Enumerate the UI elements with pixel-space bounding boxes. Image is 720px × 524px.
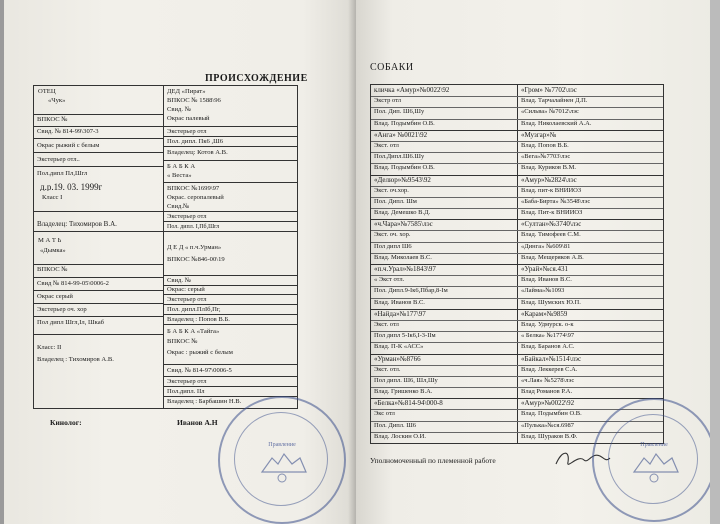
grandmother1-color: Окрас. серопалевый xyxy=(167,194,224,201)
mother-title: М А Т Ь xyxy=(38,237,62,244)
ancestor-left-cell: «Делюр»№9543\92 xyxy=(374,175,431,184)
ancestors-row-line xyxy=(371,230,663,231)
pedigree-table xyxy=(33,85,298,409)
ancestor-left-cell: «Анга» №0021\92 xyxy=(374,130,428,139)
ancestor-right-cell: Влад. Мещеряков А.В. xyxy=(521,253,584,261)
mother-owner: Владелец : Тихомиров А.В. xyxy=(37,356,114,363)
ancestor-left-cell: «п.ч.Урал»№1843\97 xyxy=(374,265,436,273)
grandmother1-diploma: Пол. дипл. I,Пб,Шгл xyxy=(167,224,220,230)
grandfather2-svid: Свид. № xyxy=(167,277,191,284)
ancestor-left-cell: Пол. Дипл. Ш6 xyxy=(374,421,417,429)
ancestor-right-cell: Влад. Шумских Ю.П. xyxy=(521,298,581,306)
right-page xyxy=(356,0,720,524)
ancestor-left-cell: Пол дипл Ш6 xyxy=(374,242,412,250)
grandmother1-svid: Свид.№ xyxy=(167,203,190,210)
mother-vkpos: ВПКОС № xyxy=(37,266,68,273)
ancestor-left-cell: Экст. отл xyxy=(374,141,399,149)
ancestor-right-cell: «Динга» №609\81 xyxy=(521,242,571,250)
ancestor-left-cell: Пол.Дипл.Ш6.Шу xyxy=(374,153,425,161)
grandmother2-color: Окрас : рыжий с белым xyxy=(167,349,233,356)
father-svid: Свид. № 814-99\307-3 xyxy=(37,128,99,135)
ancestor-right-cell: Влад. Подымбин О.В. xyxy=(521,410,582,418)
kinolog-label: Кинолог: xyxy=(50,418,82,427)
ancestor-right-cell: «Байкал»№1514\лэс xyxy=(521,354,582,363)
ancestor-left-cell: Пол дипл. Ш6, Шл,Шу xyxy=(374,376,438,384)
grandfather1-exterior: Экстерьер отл xyxy=(167,128,207,135)
grandfather1-vkpos: ВПКОС № 1588\96 xyxy=(167,97,221,104)
ancestor-left-cell: Влад. Гришенко В.А. xyxy=(374,388,433,396)
ancestor-right-cell: Влад. Куриков В.М. xyxy=(521,164,576,172)
grandmother1-exterior: Экстерьер отл xyxy=(167,213,207,220)
ancestor-right-cell: Влад. Тарчалайнен Д.П. xyxy=(521,97,588,105)
ancestor-left-cell: «Найда»№177\97 xyxy=(374,309,426,318)
ancestor-left-cell: Пол. Дип. Ш6,Шу xyxy=(374,108,425,116)
ancestor-right-cell: Влад. Попов В.Б. xyxy=(521,141,569,149)
grandmother2-exterior: Экстерьер отл xyxy=(167,378,207,385)
seal-emblem xyxy=(220,398,344,522)
left-page xyxy=(0,0,356,524)
grandmother2-svid: Свид. № 814-97\0006-5 xyxy=(167,367,232,374)
ancestor-right-cell: Влад Романов Р.А. xyxy=(521,388,573,396)
ancestor-right-cell: «ч.Лая» №5278\лэс xyxy=(521,376,575,384)
ancestor-right-cell: Влад. Леккерев С.А. xyxy=(521,365,578,373)
mother-svid: Свид № 814-99-05\0006-2 xyxy=(37,280,109,287)
ancestor-left-cell: Влад. Иванов В.С. xyxy=(374,298,425,306)
ancestor-right-cell: «Вега»№7703\лэс xyxy=(521,153,571,161)
grandfather2-vkpos: ВПКОС №846-00\19 xyxy=(167,256,225,263)
right-book-edge xyxy=(710,0,720,524)
ancestor-right-cell: «Амур»№0022\92 xyxy=(521,399,575,408)
pedigree-heading: ПРОИСХОЖДЕНИЕ xyxy=(205,73,308,84)
father-exterior: Экстерьер отл.. xyxy=(37,156,80,163)
ancestor-right-cell: «Султан»№3740\лэс xyxy=(521,220,582,229)
ancestor-left-cell: Пол. Дипл. Шм xyxy=(374,197,417,205)
grandfather1-svid: Свид. № xyxy=(167,106,191,113)
ancestor-left-cell: «Урман»№8766 xyxy=(374,354,421,363)
ancestor-right-cell: «Музгар»№ xyxy=(521,130,557,139)
ancestor-left-cell: Влад. Подымбин О.В. xyxy=(374,164,435,172)
mother-name: «Дымка» xyxy=(40,247,66,254)
ancestors-row-line xyxy=(371,320,663,321)
father-vkpos: ВПКОС № xyxy=(37,116,68,123)
ancestors-row-line xyxy=(371,365,663,366)
ancestors-row-line xyxy=(371,186,663,187)
ancestor-left-cell: « Экст отл. xyxy=(374,276,405,284)
breeding-officer-label: Уполномоченный по племенной работе xyxy=(370,457,496,465)
ancestor-left-cell: Влад. Миколаев В.С. xyxy=(374,253,432,261)
ancestor-left-cell: Экст. отл xyxy=(374,320,399,328)
ancestor-left-cell: Влад. Лоскин О.И. xyxy=(374,432,426,440)
father-owner: Владелец: Тихомиров В.А. xyxy=(37,220,117,228)
ancestor-right-cell: Влад. Шураков В.Ф. xyxy=(521,432,578,440)
grandmother1-name: « Веста» xyxy=(167,172,192,179)
ancestor-left-cell: Пол. Дипл.9-Iк6,Пбар,8-Iм xyxy=(374,287,448,295)
ancestor-right-cell: «Баба-Бирта» №3548\лэс xyxy=(521,197,591,205)
ancestor-right-cell: Влад. Удмурск. о-к xyxy=(521,320,574,328)
mother-class: Класс: II xyxy=(37,344,62,351)
ancestor-right-cell: Влад. Тимофеев С.М. xyxy=(521,231,581,239)
ancestor-left-cell: Влад. Демешко В.Д. xyxy=(374,209,431,217)
ancestors-row-line xyxy=(371,141,663,142)
father-title: ОТЕЦ xyxy=(38,88,56,95)
father-color: Окрас рыжий с белым xyxy=(37,142,100,149)
ancestor-left-cell: Влад. П-К «АСС» xyxy=(374,343,424,351)
left-book-edge xyxy=(0,0,4,524)
mother-color: Окрас серый xyxy=(37,293,73,300)
ancestor-right-cell: «Амур»№2824\лэс xyxy=(521,175,577,184)
ancestor-right-cell: Влад. Баранов А.С. xyxy=(521,343,575,351)
ancestor-right-cell: «Гром» №7702\лэс xyxy=(521,86,577,94)
ancestor-left-cell: Экст. оч.хор. xyxy=(374,186,409,194)
seal-emblem xyxy=(594,400,714,520)
seal-center-word: Правление xyxy=(268,442,296,448)
ancestors-row-line xyxy=(371,275,663,276)
grandfather1-owner: Владелец: Котов А.В. xyxy=(167,149,228,156)
seal-center-word: Правление xyxy=(640,442,668,448)
seal-stamp-right xyxy=(592,398,716,522)
ancestor-left-cell: Пол дипл 5-Iк6,I-3-IIм xyxy=(374,332,436,340)
kinolog-name: Иванов А.Н xyxy=(177,418,218,427)
grandmother2-title: Б А Б К А «Тайга» xyxy=(167,328,220,335)
ancestor-right-cell: «Урай»№ся.431 xyxy=(521,265,568,273)
mother-diploma: Пол дипл Шгл,Iл, Шкаб xyxy=(37,319,105,326)
father-name: «Чук» xyxy=(48,97,66,104)
ancestor-right-cell: «Сильва» №7012\лэс xyxy=(521,108,579,116)
ancestor-left-cell: Экст. оч. хор. xyxy=(374,231,411,239)
grandfather1-title: ДЕД «Пират» xyxy=(167,88,206,95)
grandmother2-diploma: Пол.дипл. IIл xyxy=(167,388,205,395)
father-class: Класс I xyxy=(42,194,63,201)
ancestor-left-cell: Влад. Подымбин О.В. xyxy=(374,119,435,127)
seal-stamp-left xyxy=(218,396,346,524)
ancestor-right-cell: «Карам»№9859 xyxy=(521,309,568,318)
ancestor-right-cell: Влад. Николаевский А.А. xyxy=(521,119,592,127)
ancestor-left-cell: кличка «Амур»№0022\92 xyxy=(374,86,450,94)
ancestor-right-cell: Влад. Пит-к ВНИИОЗ xyxy=(521,209,583,217)
ancestor-right-cell: « Белка» №1774\97 xyxy=(521,332,575,340)
ancestor-left-cell: Экст. отл. xyxy=(374,365,401,373)
ancestor-right-cell: «Пулька»№ся.6987 xyxy=(521,421,575,429)
grandmother1-vkpos: ВПКОС №1699\97 xyxy=(167,185,220,192)
grandfather2-exterior: Экстерьер отл xyxy=(167,296,207,303)
ancestors-row-line xyxy=(371,242,663,243)
grandfather2-color: Окрас: серый xyxy=(167,286,205,293)
grandmother2-vkpos: ВПКОС № xyxy=(167,338,198,345)
mother-exterior: Экстерьер оч. хор xyxy=(37,306,87,313)
grandfather2-owner: Владелец : Попов В.Б. xyxy=(167,316,230,323)
ancestor-right-cell: Влад. Иванов В.С. xyxy=(521,276,572,284)
dogs-heading: СОБАКИ xyxy=(370,62,414,73)
ancestor-right-cell: «Лайма»№1093 xyxy=(521,287,565,295)
grandmother2-owner: Владелец : Барбашин Н.В. xyxy=(167,398,242,405)
ancestors-row-line xyxy=(371,96,663,97)
ancestor-left-cell: Экс отл xyxy=(374,410,395,418)
grandfather2-diploma: Пол. дипл.ПлIб,Пг, xyxy=(167,306,221,313)
grandfather1-diploma: Пол. дипл. Пк6 ,Ш6 xyxy=(167,138,224,145)
father-diploma: Пол.дипл Пл,Шгл xyxy=(37,170,88,177)
grandmother1-title: Б А Б К А xyxy=(167,163,196,170)
grandfather2-title: Д Е Д « п.ч.Урман» xyxy=(167,244,222,251)
father-birthdate: д.р.19. 03. 1999г xyxy=(40,183,103,191)
ancestor-left-cell: «Белка»№814-94\000-8 xyxy=(374,399,443,408)
ancestor-left-cell: Экстр отл xyxy=(374,97,402,105)
ancestor-right-cell: Влад. пит-к ВНИИОЗ xyxy=(521,186,582,194)
ancestors-table xyxy=(370,84,664,444)
ancestor-left-cell: «ч.Чара»№7585\лэс xyxy=(374,220,433,229)
grandfather1-color: Окрас палевый xyxy=(167,115,210,122)
